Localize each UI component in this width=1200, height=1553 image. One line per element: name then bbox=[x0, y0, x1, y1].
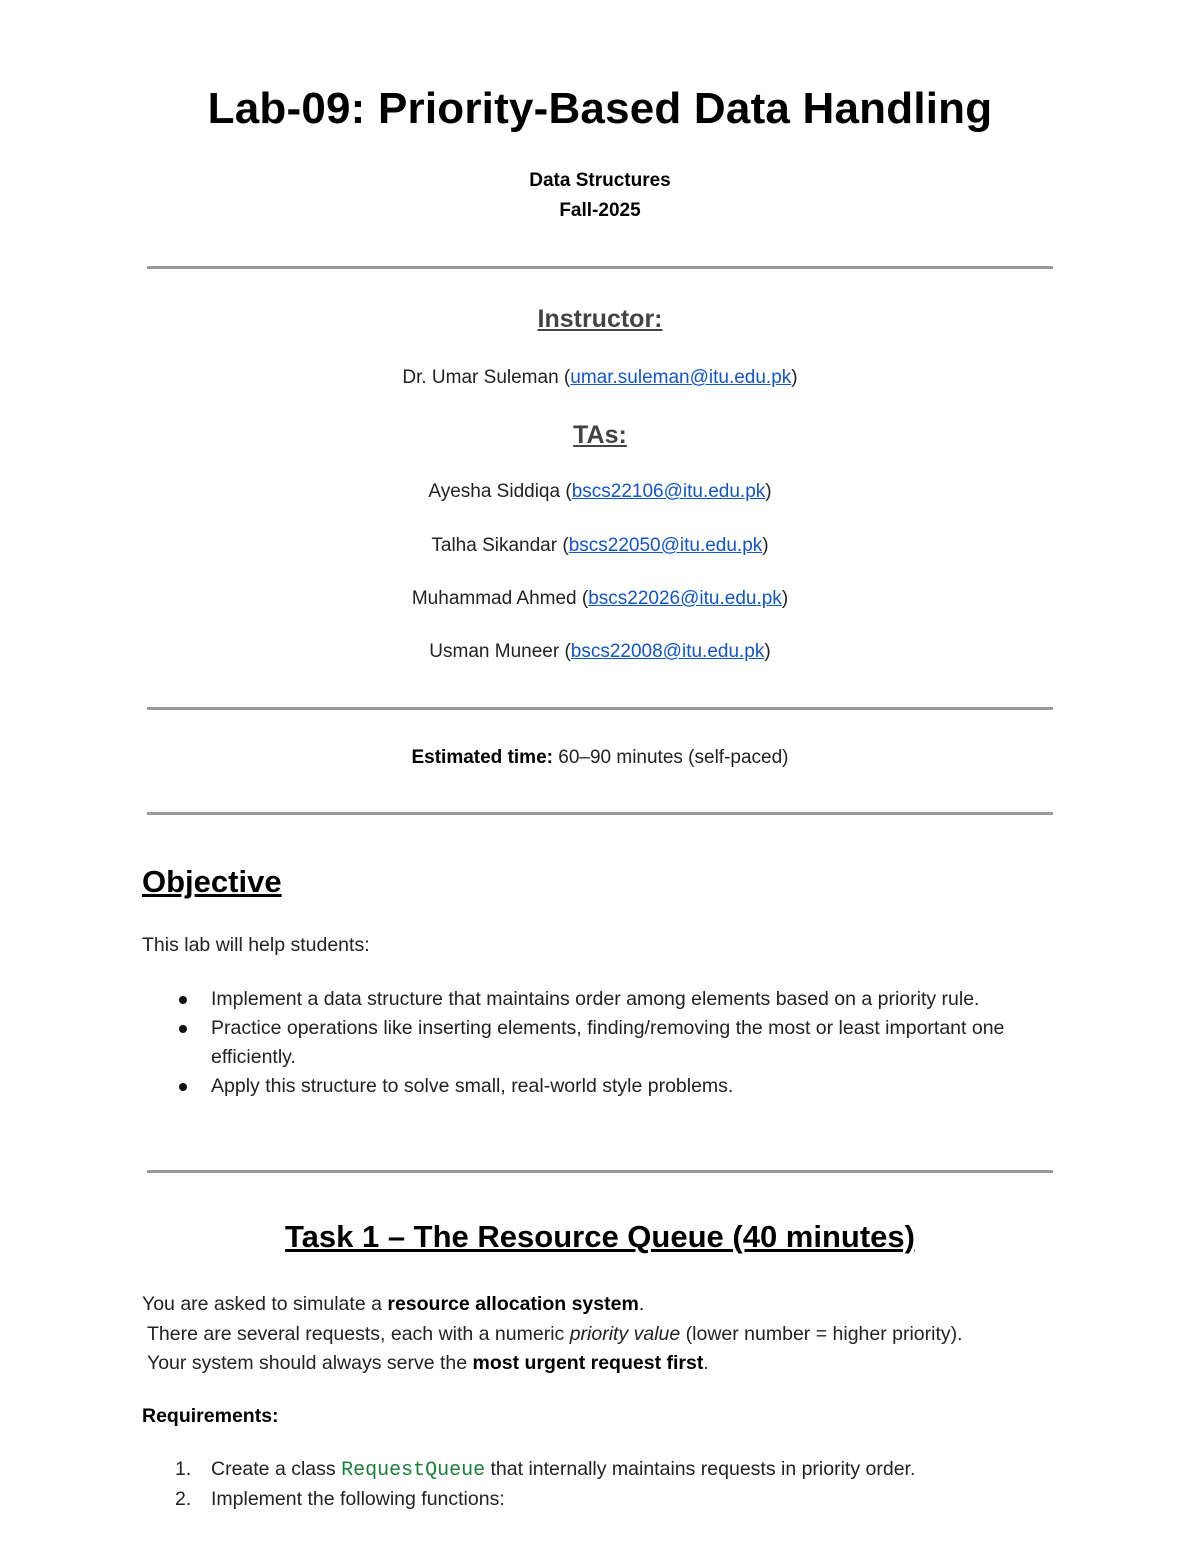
text: (lower number = higher priority). bbox=[680, 1323, 963, 1345]
italic-text: priority value bbox=[569, 1323, 681, 1345]
list-number: 1. bbox=[175, 1458, 192, 1480]
ta-line: Usman Muneer (bscs22008@itu.edu.pk) bbox=[429, 641, 771, 662]
task1-heading: Task 1 – The Resource Queue (40 minutes) bbox=[285, 1219, 915, 1254]
ta-name: Ayesha Siddiqa bbox=[428, 481, 561, 502]
ta-email-link[interactable]: bscs22050@itu.edu.pk bbox=[568, 535, 763, 556]
class-name-code: RequestQueue bbox=[341, 1459, 486, 1482]
ta-line: Talha Sikandar (bscs22050@itu.edu.pk) bbox=[431, 535, 769, 556]
requirements-label-text: Requirements: bbox=[142, 1405, 279, 1427]
list-item: Implement a data structure that maintains order among elements based on a priority rule. bbox=[142, 985, 1062, 1014]
ta-email-link[interactable]: bscs22106@itu.edu.pk bbox=[571, 481, 766, 502]
ta-name: Talha Sikandar bbox=[431, 535, 558, 556]
objective-list bbox=[142, 985, 1062, 1101]
instructor-line: Dr. Umar Suleman (umar.suleman@itu.edu.pk) bbox=[402, 367, 798, 388]
text: . bbox=[703, 1352, 709, 1374]
text: Your system should always serve the bbox=[147, 1352, 473, 1374]
term: Fall-2025 bbox=[559, 200, 641, 221]
ta-line: Muhammad Ahmed (bscs22026@itu.edu.pk) bbox=[411, 588, 789, 609]
bold-text: most urgent request first bbox=[472, 1352, 704, 1374]
text: . bbox=[638, 1293, 645, 1315]
text: There are several requests, each with a numeric bbox=[147, 1323, 570, 1345]
divider bbox=[147, 1170, 1053, 1173]
instructor-heading: Instructor: bbox=[537, 305, 663, 333]
task1-paragraph-2 bbox=[147, 1323, 963, 1346]
list-item: Apply this structure to solve small, real-world style problems. bbox=[142, 1072, 1062, 1101]
objective-intro: This lab will help students: bbox=[142, 934, 370, 956]
instructor-email-link[interactable]: umar.suleman@itu.edu.pk bbox=[570, 367, 792, 388]
text: You are asked to simulate a bbox=[142, 1293, 388, 1315]
ta-line: Ayesha Siddiqa (bscs22106@itu.edu.pk) bbox=[428, 481, 772, 502]
estimated-time-label: Estimated time: bbox=[411, 747, 553, 768]
text: Implement the following functions: bbox=[211, 1488, 505, 1510]
list-item bbox=[142, 1455, 1062, 1485]
ta-email-link[interactable]: bscs22026@itu.edu.pk bbox=[588, 588, 782, 609]
text: that internally maintains requests in priority order. bbox=[485, 1458, 916, 1480]
tas-heading: TAs: bbox=[573, 421, 627, 449]
requirements-list bbox=[142, 1455, 1062, 1514]
task1-paragraph-3 bbox=[147, 1352, 709, 1375]
instructor-name: Dr. Umar Suleman bbox=[402, 367, 559, 388]
list-item: Practice operations like inserting elements, finding/removing the most or least important one efficiently. bbox=[142, 1014, 1062, 1072]
divider bbox=[147, 812, 1053, 815]
ta-email-link[interactable]: bscs22008@itu.edu.pk bbox=[570, 641, 765, 662]
page-title: Lab-09: Priority-Based Data Handling bbox=[207, 84, 993, 133]
divider bbox=[147, 266, 1053, 269]
list-item bbox=[142, 1485, 1062, 1514]
divider bbox=[147, 707, 1053, 710]
task1-paragraph-1 bbox=[142, 1293, 644, 1316]
requirements-label bbox=[142, 1405, 279, 1428]
course-name: Data Structures bbox=[529, 170, 671, 191]
text: Create a class bbox=[211, 1458, 342, 1480]
ta-name: Usman Muneer bbox=[429, 641, 560, 662]
objective-heading: Objective bbox=[142, 864, 282, 899]
ta-name: Muhammad Ahmed bbox=[411, 588, 577, 609]
estimated-time-value: 60–90 minutes (self-paced) bbox=[558, 747, 789, 768]
bold-text: resource allocation system bbox=[387, 1293, 639, 1315]
list-number: 2. bbox=[175, 1488, 192, 1510]
estimated-time bbox=[0, 747, 1200, 769]
